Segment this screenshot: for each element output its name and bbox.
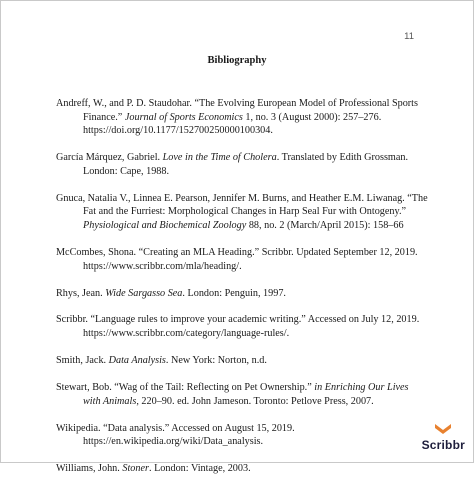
- bibliography-entry: [56, 246, 428, 273]
- entry-text: Wikipedia. “Data analysis.” Accessed on August 15, 2019. https://en.wikipedia.org/wiki/Data_analysis.: [56, 422, 295, 448]
- entry-title-italic: in Enriching Our Lives with Animals: [83, 382, 409, 407]
- page-number: 11: [404, 31, 414, 42]
- entry-text-tail: 1, no. 3 (August 2000): 257–276. https://doi.org/10.1177/152700250000100304.: [83, 111, 382, 137]
- entry-text: Scribbr. “Language rules to improve your academic writing.” Accessed on July 12, 2019. https://www.scribbr.com/category/language-rules/.: [56, 314, 420, 340]
- entry-text-tail: . London: Penguin, 1997.: [182, 287, 286, 299]
- entry-title-italic: Physiological and Biochemical Zoology: [83, 219, 247, 231]
- entry-title-italic: Stoner: [122, 463, 149, 475]
- entry-text: Williams, John.: [56, 463, 123, 475]
- bibliography-list: [56, 97, 428, 489]
- scribbr-logo: [422, 421, 465, 452]
- entry-title-italic: Love in the Time of Cholera: [162, 152, 277, 164]
- bibliography-entry: [56, 462, 428, 476]
- bibliography-entry: [56, 287, 428, 301]
- page-title: Bibliography: [207, 55, 267, 66]
- scribbr-mark-icon: [433, 421, 453, 437]
- bibliography-entry: [56, 313, 428, 340]
- scribbr-wordmark: Scribbr: [421, 438, 465, 452]
- entry-text: Gnuca, Natalia V., Linnea E. Pearson, Jennifer M. Burns, and Heather E.M. Liwanag. “The Fat and the Furriest: Morphological Changes in Harp Seal Fur with Ontogeny.”: [56, 192, 428, 218]
- entry-text-tail: , 220–90. ed. John Jameson. Toronto: Petlove Press, 2007.: [136, 395, 374, 407]
- entry-title-italic: Journal of Sports Economics: [124, 111, 243, 123]
- entry-text: Stewart, Bob. “Wag of the Tail: Reflecting on Pet Ownership.”: [56, 382, 315, 394]
- bibliography-entry: [56, 381, 428, 408]
- entry-text-tail: . New York: Norton, n.d.: [165, 355, 267, 367]
- entry-text: Rhys, Jean.: [56, 287, 106, 299]
- bibliography-entry: [56, 422, 428, 449]
- bibliography-entry: [56, 151, 428, 178]
- entry-text: Smith, Jack.: [56, 355, 109, 367]
- entry-text: McCombes, Shona. “Creating an MLA Heading.” Scribbr. Updated September 12, 2019. https://www.scribbr.com/mla/heading/.: [56, 246, 418, 272]
- bibliography-entry: [56, 97, 428, 138]
- bibliography-entry: [56, 354, 428, 368]
- entry-text-tail: . Translated by Edith Grossman. London: Cape, 1988.: [83, 152, 408, 177]
- bibliography-entry: [56, 192, 428, 233]
- entry-text: García Márquez, Gabriel.: [56, 152, 163, 164]
- entry-text-tail: 88, no. 2 (March/April 2015): 158–66: [246, 219, 404, 231]
- entry-title-italic: Wide Sargasso Sea: [105, 287, 183, 299]
- entry-text: Andreff, W., and P. D. Staudohar. “The Evolving European Model of Professional Sports Finance.”: [56, 98, 418, 123]
- entry-title-italic: Data Analysis: [108, 355, 166, 367]
- entry-text-tail: . London: Vintage, 2003.: [148, 463, 251, 475]
